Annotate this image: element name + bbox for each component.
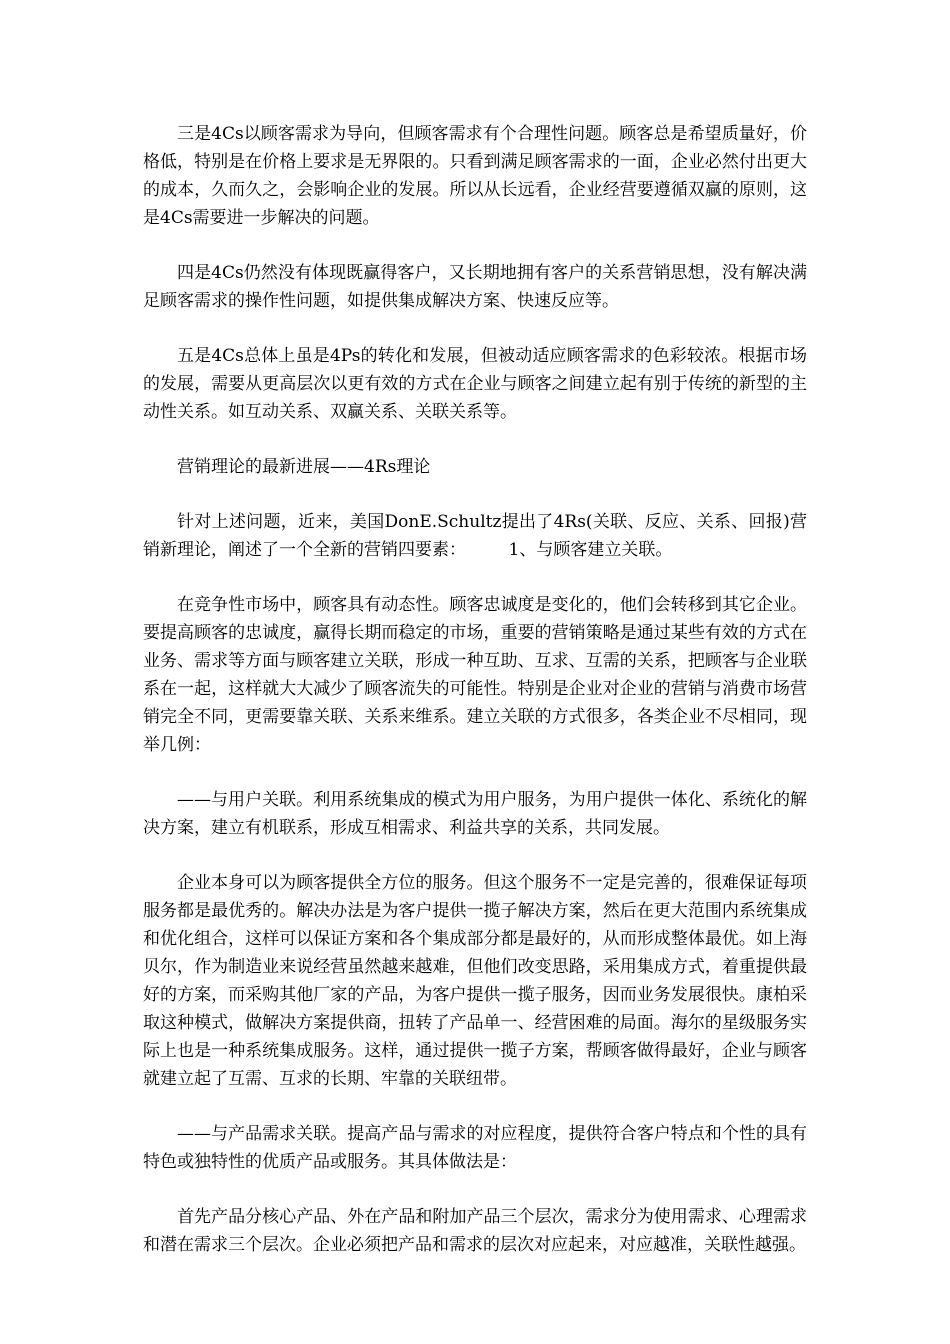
paragraph-competitive-market: 在竞争性市场中，顾客具有动态性。顾客忠诚度是变化的，他们会转移到其它企业。要提高顾客的忠诚度，赢得长期而稳定的市场，重要的营销策略是通过某些有效的方式在业务、需求等方面与顾客建立关联，形成一种互助、互求、互需的关系，把顾客与企业联系在一起，这样就大大减少了顾客流失的可能性。特别是企业对企业的营销与消费市场营销完全不同，更需要靠关联、关系来维系。建立关联的方式很多，各类企业不尽相同，现举几例： xyxy=(143,595,807,755)
paragraph-user-relation: ——与用户关联。利用系统集成的模式为用户服务，为用户提供一体化、系统化的解决方案，建立有机联系，形成互相需求、利益共享的关系，共同发展。 xyxy=(143,790,807,838)
paragraph-4rs-intro: 针对上述问题，近来，美国DonE.Schultz提出了4Rs(关联、反应、关系、回报)营销新理论，阐述了一个全新的营销四要素： 1、与顾客建立关联。 xyxy=(143,512,807,560)
paragraph-total-service: 企业本身可以为顾客提供全方位的服务。但这个服务不一定是完善的，很难保证每项服务都是最优秀的。解决办法是为客户提供一揽子解决方案，然后在更大范围内系统集成和优化组合，这样可以保证方案和各个集成部分都是最好的，从而形成整体最优。如上海贝尔，作为制造业来说经营虽然越来越难，但他们改变思路，采用集成方式，着重提供最好的方案，而采购其他厂家的产品，为客户提供一揽子服务，因而业务发展很快。康柏采取这种模式，做解决方案提供商，扭转了产品单一、经营困难的局面。海尔的星级服务实际上也是一种系统集成服务。这样，通过提供一揽子方案，帮顾客做得最好，企业与顾客就建立起了互需、互求的长期、牢靠的关联纽带。 xyxy=(143,873,807,1089)
paragraph-product-demand-relation: ——与产品需求关联。提高产品与需求的对应程度，提供符合客户特点和个性的具有特色或独特性的优质产品或服务。其具体做法是： xyxy=(143,1124,807,1172)
paragraph-product-levels: 首先产品分核心产品、外在产品和附加产品三个层次，需求分为使用需求、心理需求和潜在需求三个层次。企业必须把产品和需求的层次对应起来，对应越准，关联性越强。 xyxy=(143,1207,807,1255)
paragraph-4cs-point-three: 三是4Cs以顾客需求为导向，但顾客需求有个合理性问题。顾客总是希望质量好，价格低，特别是在价格上要求是无界限的。只看到满足顾客需求的一面，企业必然付出更大的成本，久而久之，会影响企业的发展。所以从长远看，企业经营要遵循双赢的原则，这是4Cs需要进一步解决的问题。 xyxy=(143,124,807,228)
paragraph-4cs-point-five: 五是4Cs总体上虽是4Ps的转化和发展，但被动适应顾客需求的色彩较浓。根据市场的发展，需要从更高层次以更有效的方式在企业与顾客之间建立起有别于传统的新型的主动性关系。如互动关系、双赢关系、关联关系等。 xyxy=(143,346,807,422)
section-heading-4rs: 营销理论的最新进展——4Rs理论 xyxy=(177,457,431,477)
document-body xyxy=(143,120,807,1286)
paragraph-4cs-point-four: 四是4Cs仍然没有体现既赢得客户，又长期地拥有客户的关系营销思想，没有解决满足顾客需求的操作性问题，如提供集成解决方案、快速反应等。 xyxy=(143,263,807,311)
